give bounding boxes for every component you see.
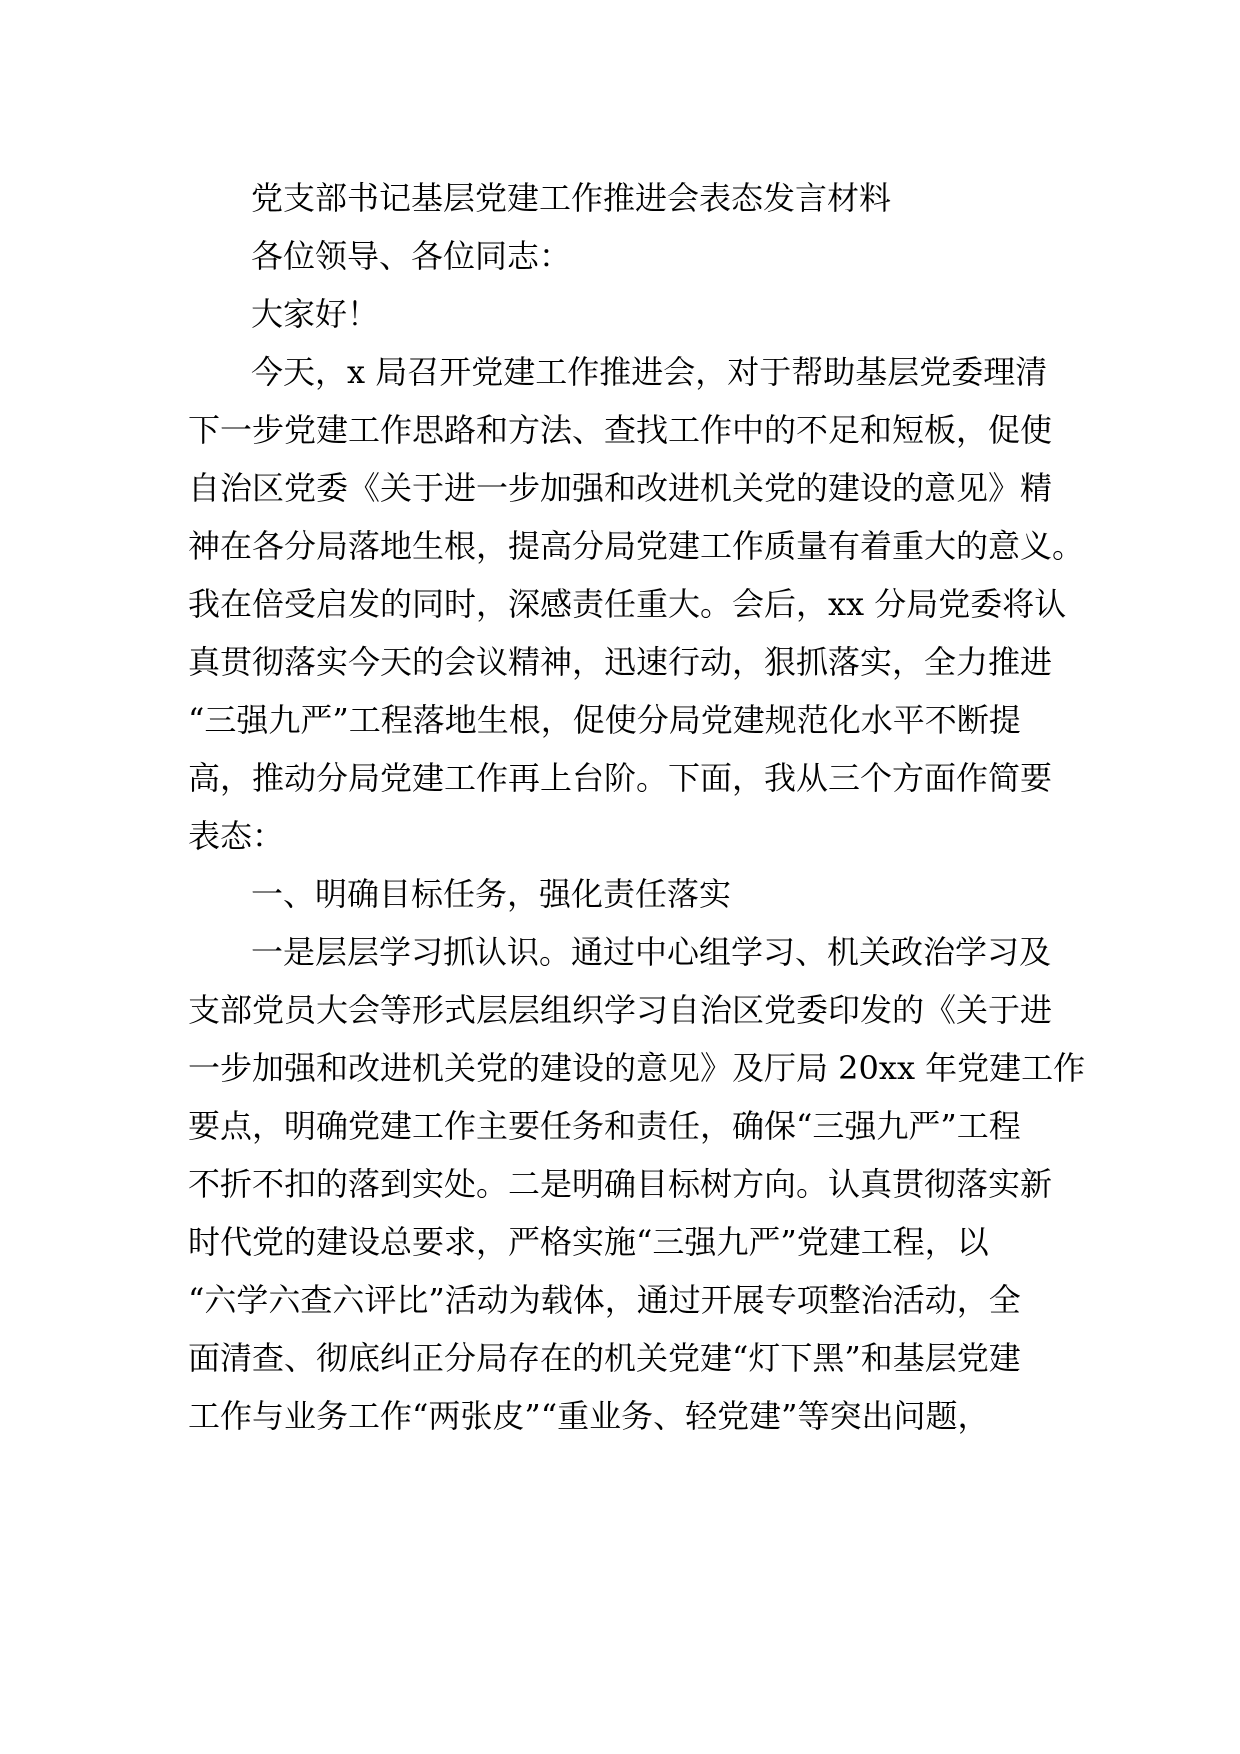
salutation-line: 各位领导、各位同志： xyxy=(251,237,572,275)
paragraph-line: 表态： xyxy=(188,817,285,855)
paragraph-line: “三强九严”工程落地生根，促使分局党建规范化水平不断提 xyxy=(188,701,1021,739)
paragraph-line: 时代党的建设总要求，严格实施“三强九严”党建工程，以 xyxy=(188,1223,989,1261)
paragraph-line: 一是层层学习抓认识。通过中心组学习、机关政治学习及 xyxy=(251,933,1052,971)
paragraph-line: 高，推动分局党建工作再上台阶。下面，我从三个方面作简要 xyxy=(188,759,1053,797)
paragraph-line: 神在各分局落地生根，提高分局党建工作质量有着重大的意义。 xyxy=(188,527,1085,565)
paragraph-line: 今天，x 局召开党建工作推进会，对于帮助基层党委理清 xyxy=(251,353,1048,391)
paragraph-line: 真贯彻落实今天的会议精神，迅速行动，狠抓落实，全力推进 xyxy=(188,643,1053,681)
paragraph-line: 不折不扣的落到实处。二是明确目标树方向。认真贯彻落实新 xyxy=(188,1165,1053,1203)
paragraph-line: 面清查、彻底纠正分局存在的机关党建“灯下黑”和基层党建 xyxy=(188,1339,1021,1377)
paragraph-line: 我在倍受启发的同时，深感责任重大。会后，xx 分局党委将认 xyxy=(188,585,1067,623)
paragraph-line: 要点，明确党建工作主要任务和责任，确保“三强九严”工程 xyxy=(188,1107,1021,1145)
paragraph-line: 支部党员大会等形式层层组织学习自治区党委印发的《关于进 xyxy=(188,991,1053,1029)
paragraph-line: “六学六查六评比”活动为载体，通过开展专项整治活动，全 xyxy=(188,1281,1021,1319)
paragraph-line: 工作与业务工作“两张皮”“重业务、轻党建”等突出问题， xyxy=(188,1397,990,1435)
section-heading: 一、明确目标任务，强化责任落实 xyxy=(251,875,732,913)
greeting-line: 大家好！ xyxy=(251,295,380,333)
paragraph-line: 下一步党建工作思路和方法、查找工作中的不足和短板，促使 xyxy=(188,411,1053,449)
paragraph-line: 一步加强和改进机关党的建设的意见》及厅局 20xx 年党建工作 xyxy=(188,1049,1086,1087)
document-title: 党支部书记基层党建工作推进会表态发言材料 xyxy=(251,179,892,217)
paragraph-line: 自治区党委《关于进一步加强和改进机关党的建设的意见》精 xyxy=(188,469,1053,507)
